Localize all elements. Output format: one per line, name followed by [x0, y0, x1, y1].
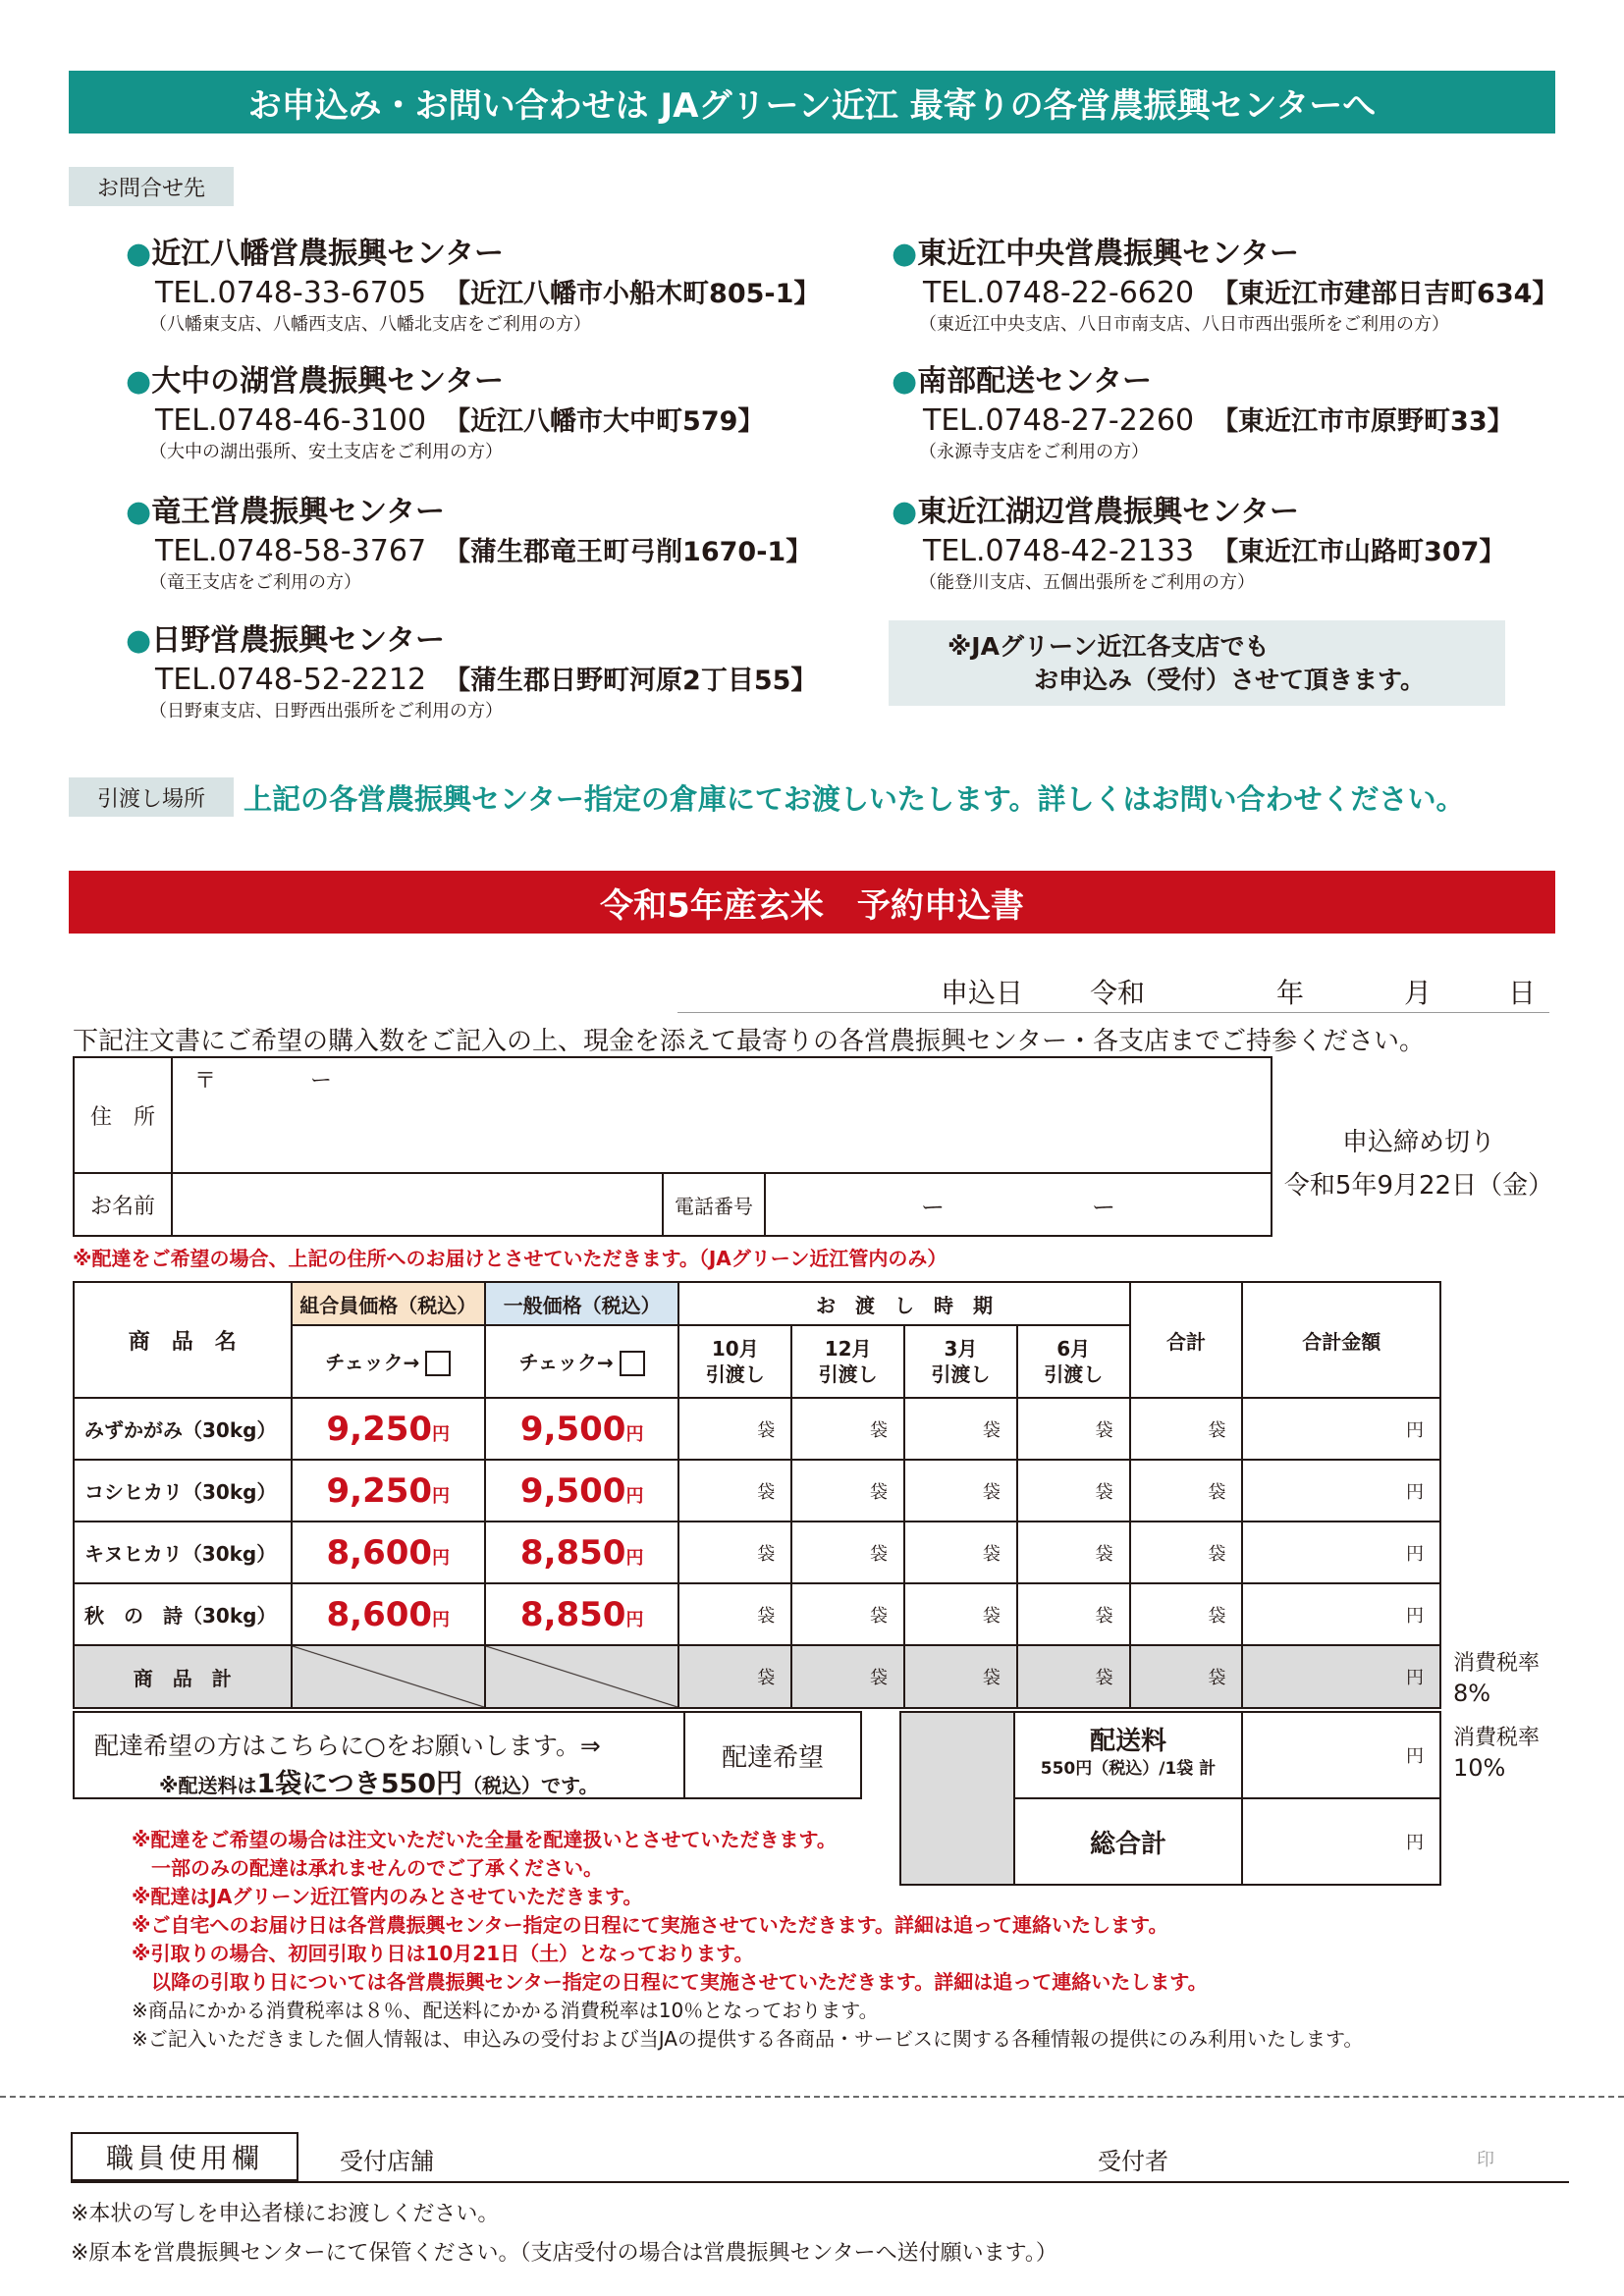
center-name: 東近江中央営農振興センター — [917, 237, 1299, 271]
center-item — [126, 487, 812, 594]
center-note: （日野東支店、日野西出張所をご利用の方） — [149, 701, 503, 721]
center-tel: TEL.0748-52-2212 — [155, 663, 427, 697]
center-address: 【東近江市山路町307】 — [1212, 537, 1506, 567]
general-checkbox[interactable] — [620, 1351, 645, 1376]
note-line: ※配達をご希望の場合は注文いただいた全量を配達扱いとさせていただきます。 — [132, 1828, 837, 1851]
bullet-icon: ● — [892, 495, 918, 529]
general-price: 9,500円 — [485, 1398, 678, 1460]
period-3: 3月 引渡し — [904, 1325, 1017, 1398]
subtotal-cell[interactable]: 袋 — [1017, 1645, 1130, 1708]
staff-label: 職員使用欄 — [71, 2132, 298, 2181]
member-price: 8,600円 — [292, 1522, 485, 1583]
center-note: （八幡東支店、八幡西支店、八幡北支店をご利用の方） — [149, 314, 591, 335]
center-note: （大中の湖出張所、安土支店をご利用の方） — [149, 442, 503, 462]
note-line: ※商品にかかる消費税率は８％、配送料にかかる消費税率は10％となっております。 — [132, 1999, 879, 2022]
table-row — [74, 1583, 1440, 1645]
amount-cell[interactable]: 円 — [1242, 1522, 1440, 1583]
subtotal-row — [74, 1645, 1440, 1708]
phone-dash: ー — [1092, 1193, 1115, 1221]
date-year: 年 — [1276, 977, 1305, 1009]
subtotal-label: 商 品 計 — [74, 1645, 292, 1708]
date-era: 令和 — [1090, 977, 1146, 1009]
amount-cell[interactable]: 円 — [1242, 1398, 1440, 1460]
delivery-wish-field[interactable]: 配達希望 — [683, 1711, 862, 1799]
product-name: みずかがみ（30kg） — [74, 1398, 292, 1460]
center-note: （能登川支店、五個出張所をご利用の方） — [919, 572, 1255, 593]
qty-cell[interactable]: 袋 — [1017, 1522, 1130, 1583]
contact-tag: お問合せ先 — [69, 167, 234, 206]
center-address: 【蒲生郡日野町河原2丁目55】 — [444, 666, 818, 696]
postal-dash: ー — [310, 1069, 333, 1094]
branch-notice — [889, 620, 1505, 706]
delivery-fee-text: ※配送料は1袋につき550円（税込）です。 — [159, 1769, 599, 1799]
bullet-icon: ● — [126, 495, 152, 529]
center-note: （永源寺支店をご利用の方） — [919, 442, 1149, 462]
intro-text: 下記注文書にご希望の購入数をご記入の上、現金を添えて最寄りの各営農振興センター・各支店までご持参ください。 — [73, 1027, 1425, 1056]
center-name: 日野営農振興センター — [151, 623, 445, 658]
member-check[interactable] — [292, 1325, 485, 1398]
note-line: 以降の引取り日については各営農振興センター指定の日程にて実施させていただきます。詳細は追って連絡いたします。 — [132, 1970, 1208, 1994]
diagonal-cell — [292, 1645, 485, 1708]
qty-cell[interactable]: 袋 — [791, 1398, 904, 1460]
period-6: 6月 引渡し — [1017, 1325, 1130, 1398]
center-item — [126, 615, 817, 722]
center-address: 【東近江市市原野町33】 — [1212, 406, 1514, 437]
qty-cell[interactable]: 袋 — [1017, 1583, 1130, 1645]
staff-divider — [71, 2181, 1569, 2183]
qty-cell[interactable]: 袋 — [904, 1522, 1017, 1583]
member-price: 9,250円 — [292, 1398, 485, 1460]
delivery-address-note: ※配達をご希望の場合、上記の住所へのお届けとさせていただきます。（JAグリーン近江管内のみ） — [73, 1247, 947, 1270]
deadline-label: 申込締め切り — [1341, 1128, 1495, 1157]
center-item — [892, 229, 1558, 336]
date-month: 月 — [1404, 977, 1433, 1009]
center-name: 近江八幡営農振興センター — [151, 237, 504, 271]
footer-line: ※原本を営農振興センターにて保管ください。（支店受付の場合は営農振興センターへ送付願います。） — [71, 2241, 1057, 2266]
center-address: 【近江八幡市大中町579】 — [444, 406, 765, 437]
handover-text: 上記の各営農振興センター指定の倉庫にてお渡しいたします。詳しくはお問い合わせください。 — [244, 782, 1465, 816]
form-title: 令和5年産玄米 予約申込書 — [69, 871, 1555, 934]
shipping-amount[interactable]: 円 — [1242, 1712, 1440, 1798]
center-tel: TEL.0748-22-6620 — [923, 276, 1195, 310]
tax-rate-10: 消費税率 10% — [1453, 1726, 1541, 1782]
qty-cell[interactable]: 袋 — [678, 1522, 791, 1583]
product-name: 秋 の 詩（30kg） — [74, 1583, 292, 1645]
center-address: 【蒲生郡竜王町弓削1670-1】 — [444, 537, 813, 567]
amount-header: 合計金額 — [1242, 1282, 1440, 1398]
general-price-header: 一般価格（税込） — [485, 1282, 678, 1325]
delivery-request-box — [73, 1711, 685, 1799]
center-name: 大中の湖営農振興センター — [151, 364, 504, 399]
subtotal-cell[interactable]: 袋 — [678, 1645, 791, 1708]
center-note: （東近江中央支店、八日市南支店、八日市西出張所をご利用の方） — [919, 314, 1449, 335]
qty-cell[interactable]: 袋 — [1017, 1460, 1130, 1522]
note-line: ※配達はJAグリーン近江管内のみとさせていただきます。 — [132, 1885, 643, 1908]
period-10: 10月 引渡し — [678, 1325, 791, 1398]
total-cell[interactable]: 袋 — [1130, 1398, 1243, 1460]
qty-cell[interactable]: 袋 — [904, 1583, 1017, 1645]
amount-cell[interactable]: 円 — [1242, 1583, 1440, 1645]
postal-mark: 〒 — [194, 1069, 217, 1094]
application-date — [677, 966, 1549, 1013]
receiver-label: 受付者 — [1098, 2148, 1168, 2175]
center-item — [126, 356, 764, 463]
notice-line: ※JAグリーン近江各支店でも — [947, 631, 1270, 661]
bullet-icon: ● — [892, 364, 918, 399]
general-price: 8,850円 — [485, 1522, 678, 1583]
product-header: 商 品 名 — [74, 1282, 292, 1398]
note-line: ※引取りの場合、初回引取り日は10月21日（土）となっております。 — [132, 1942, 754, 1965]
member-price: 9,250円 — [292, 1460, 485, 1522]
note-line: 一部のみの配達は承れませんのでご了承ください。 — [132, 1856, 603, 1880]
check-label: チェック→ — [518, 1350, 614, 1374]
qty-cell[interactable]: 袋 — [678, 1460, 791, 1522]
center-tel: TEL.0748-46-3100 — [155, 403, 427, 438]
period-12: 12月 引渡し — [791, 1325, 904, 1398]
center-name: 東近江湖辺営農振興センター — [917, 495, 1299, 529]
address-label: 住 所 — [74, 1057, 172, 1173]
shipping-label: 配送料 550円（税込）/1袋 計 — [1014, 1712, 1242, 1798]
phone-field[interactable] — [765, 1173, 1272, 1236]
subtotal-cell[interactable]: 袋 — [791, 1645, 904, 1708]
qty-cell[interactable]: 袋 — [791, 1522, 904, 1583]
bullet-icon: ● — [126, 237, 152, 271]
amount-cell[interactable]: 円 — [1242, 1460, 1440, 1522]
qty-cell[interactable]: 袋 — [678, 1398, 791, 1460]
center-tel: TEL.0748-27-2260 — [923, 403, 1195, 438]
footer-notes — [71, 2195, 1057, 2273]
handover-tag: 引渡し場所 — [69, 777, 234, 817]
center-item — [892, 487, 1505, 594]
center-note: （竜王支店をご利用の方） — [149, 572, 361, 593]
table-row — [74, 1398, 1440, 1460]
seal-mark: 印 — [1477, 2150, 1494, 2170]
tax-rate-8: 消費税率 8% — [1453, 1651, 1541, 1707]
member-price: 8,600円 — [292, 1583, 485, 1645]
general-price: 8,850円 — [485, 1583, 678, 1645]
total-cell[interactable]: 袋 — [1130, 1583, 1243, 1645]
center-tel: TEL.0748-58-3767 — [155, 534, 427, 568]
deadline-date: 令和5年9月22日（金） — [1283, 1171, 1554, 1201]
deadline — [1276, 1121, 1561, 1207]
check-label: チェック→ — [325, 1350, 420, 1374]
qty-cell[interactable]: 袋 — [904, 1398, 1017, 1460]
center-address: 【近江八幡市小船木町805-1】 — [444, 279, 821, 309]
date-label: 申込日 — [941, 977, 1024, 1009]
order-table — [73, 1281, 1441, 1709]
bullet-icon: ● — [126, 623, 152, 658]
center-name: 竜王営農振興センター — [151, 495, 445, 529]
subtotal-cell[interactable]: 袋 — [1130, 1645, 1243, 1708]
branch-label: 受付店舗 — [340, 2148, 434, 2175]
total-cell[interactable]: 袋 — [1130, 1460, 1243, 1522]
grand-total-label: 総合計 — [1014, 1798, 1242, 1885]
name-label: お名前 — [74, 1173, 172, 1236]
table-row — [74, 1460, 1440, 1522]
product-name: コシヒカリ（30kg） — [74, 1460, 292, 1522]
center-name: 南部配送センター — [917, 364, 1152, 399]
period-header: お 渡 し 時 期 — [678, 1282, 1129, 1325]
notice-line: お申込み（受付）させて頂きます。 — [1034, 665, 1426, 694]
diagonal-cell — [485, 1645, 678, 1708]
subtotal-cell[interactable]: 袋 — [904, 1645, 1017, 1708]
qty-cell[interactable]: 袋 — [791, 1583, 904, 1645]
member-price-header: 組合員価格（税込） — [292, 1282, 485, 1325]
header-banner: お申込み・お問い合わせは JAグリーン近江 最寄りの各営農振興センターへ — [69, 71, 1555, 133]
notes — [132, 1826, 1363, 2054]
footer-line: ※本状の写しを申込者様にお渡しください。 — [71, 2202, 500, 2226]
center-address: 【東近江市建部日吉町634】 — [1212, 279, 1559, 309]
applicant-table — [73, 1056, 1272, 1237]
delivery-request-text: 配達希望の方はこちらに○をお願いします。⇒ — [94, 1732, 601, 1760]
name-field[interactable] — [172, 1173, 663, 1236]
member-checkbox[interactable] — [425, 1351, 451, 1376]
center-item — [892, 356, 1514, 463]
cut-line — [0, 2096, 1624, 2098]
grand-total-amount[interactable]: 円 — [1242, 1798, 1440, 1885]
general-check[interactable] — [485, 1325, 678, 1398]
general-price: 9,500円 — [485, 1460, 678, 1522]
qty-cell[interactable]: 袋 — [678, 1583, 791, 1645]
note-line: ※ご自宅へのお届け日は各営農振興センター指定の日程にて実施させていただきます。詳細は追って連絡いたします。 — [132, 1913, 1168, 1937]
total-header: 合計 — [1130, 1282, 1243, 1398]
center-tel: TEL.0748-33-6705 — [155, 276, 427, 310]
address-field[interactable] — [172, 1057, 1272, 1173]
qty-cell[interactable]: 袋 — [791, 1460, 904, 1522]
center-item — [126, 229, 820, 336]
product-name: キヌヒカリ（30kg） — [74, 1522, 292, 1583]
total-cell[interactable]: 袋 — [1130, 1522, 1243, 1583]
bullet-icon: ● — [126, 364, 152, 399]
phone-dash: ー — [921, 1193, 945, 1221]
phone-label: 電話番号 — [663, 1173, 765, 1236]
note-line: ※ご記入いただきました個人情報は、申込みの受付および当JAの提供する各商品・サービスに関する各種情報の提供にのみ利用いたします。 — [132, 2027, 1364, 2051]
bullet-icon: ● — [892, 237, 918, 271]
table-row — [74, 1522, 1440, 1583]
center-tel: TEL.0748-42-2133 — [923, 534, 1195, 568]
subtotal-amount[interactable]: 円 — [1242, 1645, 1440, 1708]
date-day: 日 — [1508, 977, 1537, 1009]
qty-cell[interactable]: 袋 — [904, 1460, 1017, 1522]
qty-cell[interactable]: 袋 — [1017, 1398, 1130, 1460]
